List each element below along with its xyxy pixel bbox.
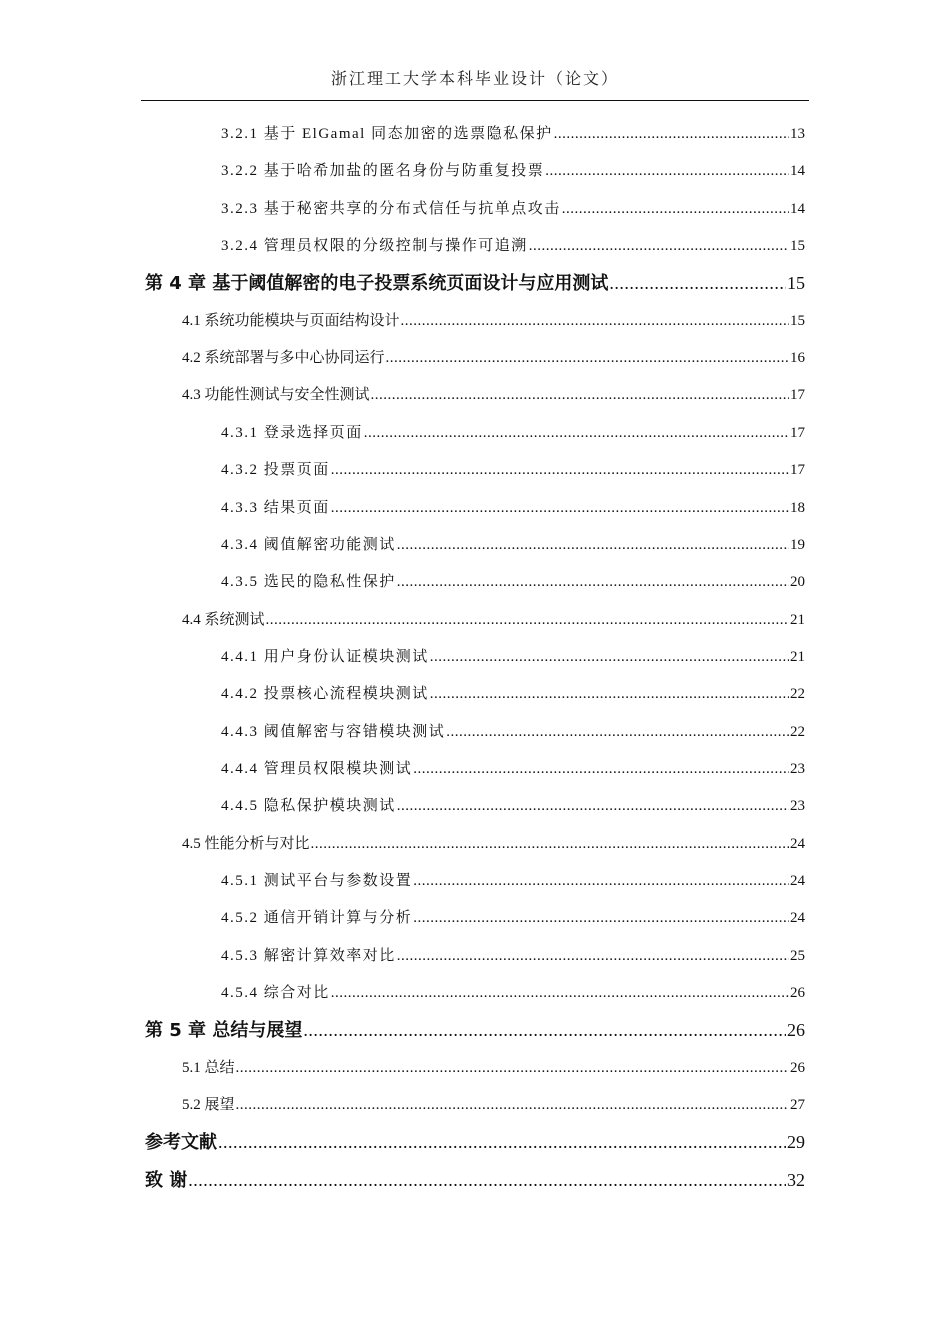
toc-page-number: 22 — [790, 723, 805, 740]
toc-page-number: 21 — [790, 648, 805, 665]
toc-dot-leader — [371, 380, 789, 410]
toc-entry-title: 4.1 系统功能模块与页面结构设计 — [182, 312, 400, 329]
toc-subsection-entry[interactable] — [221, 455, 805, 485]
toc-entry-title: 4.3.3 结果页面 — [221, 499, 330, 516]
toc-entry-title: 4.5.2 通信开销计算与分析 — [221, 910, 413, 927]
toc-dot-leader — [446, 717, 789, 747]
toc-dot-leader — [401, 306, 789, 336]
toc-dot-leader — [218, 1127, 786, 1157]
toc-dot-leader — [562, 194, 789, 224]
toc-dot-leader — [331, 493, 789, 523]
toc-entry-title: 4.4.4 管理员权限模块测试 — [221, 760, 413, 777]
toc-page-number: 24 — [790, 835, 805, 852]
toc-page-number: 26 — [790, 1059, 805, 1076]
toc-section-entry[interactable] — [182, 829, 805, 859]
toc-dot-leader — [397, 567, 789, 597]
toc-dot-leader — [609, 268, 786, 298]
toc-entry-title: 5.2 展望 — [182, 1097, 235, 1114]
toc-dot-leader — [331, 978, 789, 1008]
toc-entry-title: 3.2.2 基于哈希加盐的匿名身份与防重复投票 — [221, 163, 545, 180]
toc-entry-title: 3.2.4 管理员权限的分级控制与操作可追溯 — [221, 238, 528, 255]
toc-dot-leader — [188, 1165, 786, 1195]
toc-entry-title: 4.4.1 用户身份认证模块测试 — [221, 648, 429, 665]
toc-subsection-entry[interactable] — [221, 231, 805, 261]
toc-page-number: 27 — [790, 1097, 805, 1114]
toc-page-number: 24 — [790, 910, 805, 927]
toc-page-number: 18 — [790, 499, 805, 516]
toc-section-entry[interactable] — [182, 380, 805, 410]
toc-section-entry[interactable] — [182, 1090, 805, 1120]
header-divider — [141, 100, 809, 101]
toc-subsection-entry[interactable] — [221, 530, 805, 560]
toc-dot-leader — [430, 679, 789, 709]
toc-entry-title: 4.5 性能分析与对比 — [182, 835, 310, 852]
toc-section-entry[interactable] — [182, 605, 805, 635]
toc-dot-leader — [386, 343, 789, 373]
toc-entry-title: 4.4.2 投票核心流程模块测试 — [221, 686, 429, 703]
toc-entry-title: 3.2.1 基于 ElGamal 同态加密的选票隐私保护 — [221, 126, 553, 142]
toc-dot-leader — [236, 1090, 789, 1120]
toc-subsection-entry[interactable] — [221, 791, 805, 821]
toc-entry-title: 4.4 系统测试 — [182, 611, 265, 628]
toc-dot-leader — [397, 791, 789, 821]
toc-entry-title: 4.5.1 测试平台与参数设置 — [221, 873, 413, 889]
toc-subsection-entry[interactable] — [221, 903, 805, 933]
toc-dot-leader — [430, 642, 789, 672]
toc-dot-leader — [529, 231, 789, 261]
toc-page-number: 17 — [790, 462, 805, 479]
toc-subsection-entry[interactable] — [221, 941, 805, 971]
toc-subsection-entry[interactable] — [221, 194, 805, 224]
toc-dot-leader — [413, 866, 789, 896]
toc-entry-title: 致 谢 — [145, 1169, 188, 1191]
toc-page-number: 16 — [790, 350, 805, 367]
toc-dot-leader — [303, 1015, 786, 1045]
toc-page-number: 25 — [790, 947, 805, 964]
toc-subsection-entry[interactable] — [221, 567, 805, 597]
toc-entry-title: 4.3 功能性测试与安全性测试 — [182, 387, 370, 404]
toc-page-number: 15 — [787, 273, 805, 294]
toc-page-number: 29 — [787, 1132, 805, 1153]
toc-page-number: 24 — [790, 873, 805, 889]
toc-subsection-entry[interactable] — [221, 642, 805, 672]
toc-dot-leader — [331, 455, 789, 485]
toc-entry-title: 4.4.3 阈值解密与容错模块测试 — [221, 723, 446, 740]
toc-page-number: 17 — [790, 387, 805, 404]
toc-subsection-entry[interactable] — [221, 717, 805, 747]
toc-chapter-entry[interactable] — [145, 1015, 805, 1045]
toc-entry-title: 参考文献 — [145, 1132, 217, 1154]
toc-entry-title: 4.2 系统部署与多中心协同运行 — [182, 350, 385, 367]
toc-section-entry[interactable] — [182, 306, 805, 336]
toc-dot-leader — [413, 754, 789, 784]
toc-page-number: 15 — [790, 312, 805, 329]
toc-page-number: 23 — [790, 760, 805, 777]
toc-dot-leader — [413, 903, 789, 933]
toc-entry-title: 4.3.5 选民的隐私性保护 — [221, 574, 396, 591]
toc-page-number: 22 — [790, 686, 805, 703]
toc-entry-title: 第 4 章 基于阈值解密的电子投票系统页面设计与应用测试 — [145, 273, 609, 295]
toc-page-number: 13 — [790, 126, 805, 142]
toc-subsection-entry[interactable] — [221, 978, 805, 1008]
toc-page-number: 14 — [790, 200, 805, 217]
toc-page-number: 19 — [790, 536, 805, 553]
toc-page-number: 26 — [790, 985, 805, 1002]
toc-entry-title: 4.5.4 综合对比 — [221, 985, 330, 1002]
toc-section-entry[interactable] — [182, 1053, 805, 1083]
toc-page-number: 20 — [790, 574, 805, 591]
toc-page-number: 14 — [790, 163, 805, 180]
toc-dot-leader — [266, 605, 789, 635]
toc-dot-leader — [364, 418, 789, 448]
toc-dot-leader — [554, 119, 789, 149]
toc-chapter-entry[interactable] — [145, 1165, 805, 1195]
toc-entry-title: 4.3.2 投票页面 — [221, 462, 330, 479]
toc-page-number: 17 — [790, 424, 805, 441]
toc-subsection-entry[interactable] — [221, 493, 805, 523]
toc-page-number: 15 — [790, 238, 805, 255]
toc-page-number: 23 — [790, 798, 805, 815]
toc-dot-leader — [311, 829, 789, 859]
toc-subsection-entry[interactable] — [221, 866, 805, 896]
toc-subsection-entry[interactable] — [221, 156, 805, 186]
toc-subsection-entry[interactable] — [221, 754, 805, 784]
toc-chapter-entry[interactable] — [145, 268, 805, 298]
toc-subsection-entry[interactable] — [221, 119, 805, 149]
toc-chapter-entry[interactable] — [145, 1127, 805, 1157]
toc-entry-title: 4.3.1 登录选择页面 — [221, 424, 363, 441]
toc-subsection-entry[interactable] — [221, 679, 805, 709]
toc-page-number: 32 — [787, 1169, 805, 1190]
toc-entry-title: 4.4.5 隐私保护模块测试 — [221, 798, 396, 815]
toc-dot-leader — [397, 530, 789, 560]
toc-entry-title: 3.2.3 基于秘密共享的分布式信任与抗单点攻击 — [221, 200, 561, 217]
toc-dot-leader — [545, 156, 789, 186]
toc-section-entry[interactable] — [182, 343, 805, 373]
toc-entry-title: 5.1 总结 — [182, 1059, 235, 1076]
toc-subsection-entry[interactable] — [221, 418, 805, 448]
toc-entry-title: 4.3.4 阈值解密功能测试 — [221, 536, 396, 553]
toc-page-number: 26 — [787, 1020, 805, 1041]
toc-dot-leader — [236, 1053, 789, 1083]
toc-page-number: 21 — [790, 611, 805, 628]
page-header: 浙江理工大学本科毕业设计（论文） — [330, 71, 619, 88]
toc-dot-leader — [397, 941, 789, 971]
toc-entry-title: 第 5 章 总结与展望 — [145, 1020, 303, 1042]
toc-entry-title: 4.5.3 解密计算效率对比 — [221, 947, 396, 964]
